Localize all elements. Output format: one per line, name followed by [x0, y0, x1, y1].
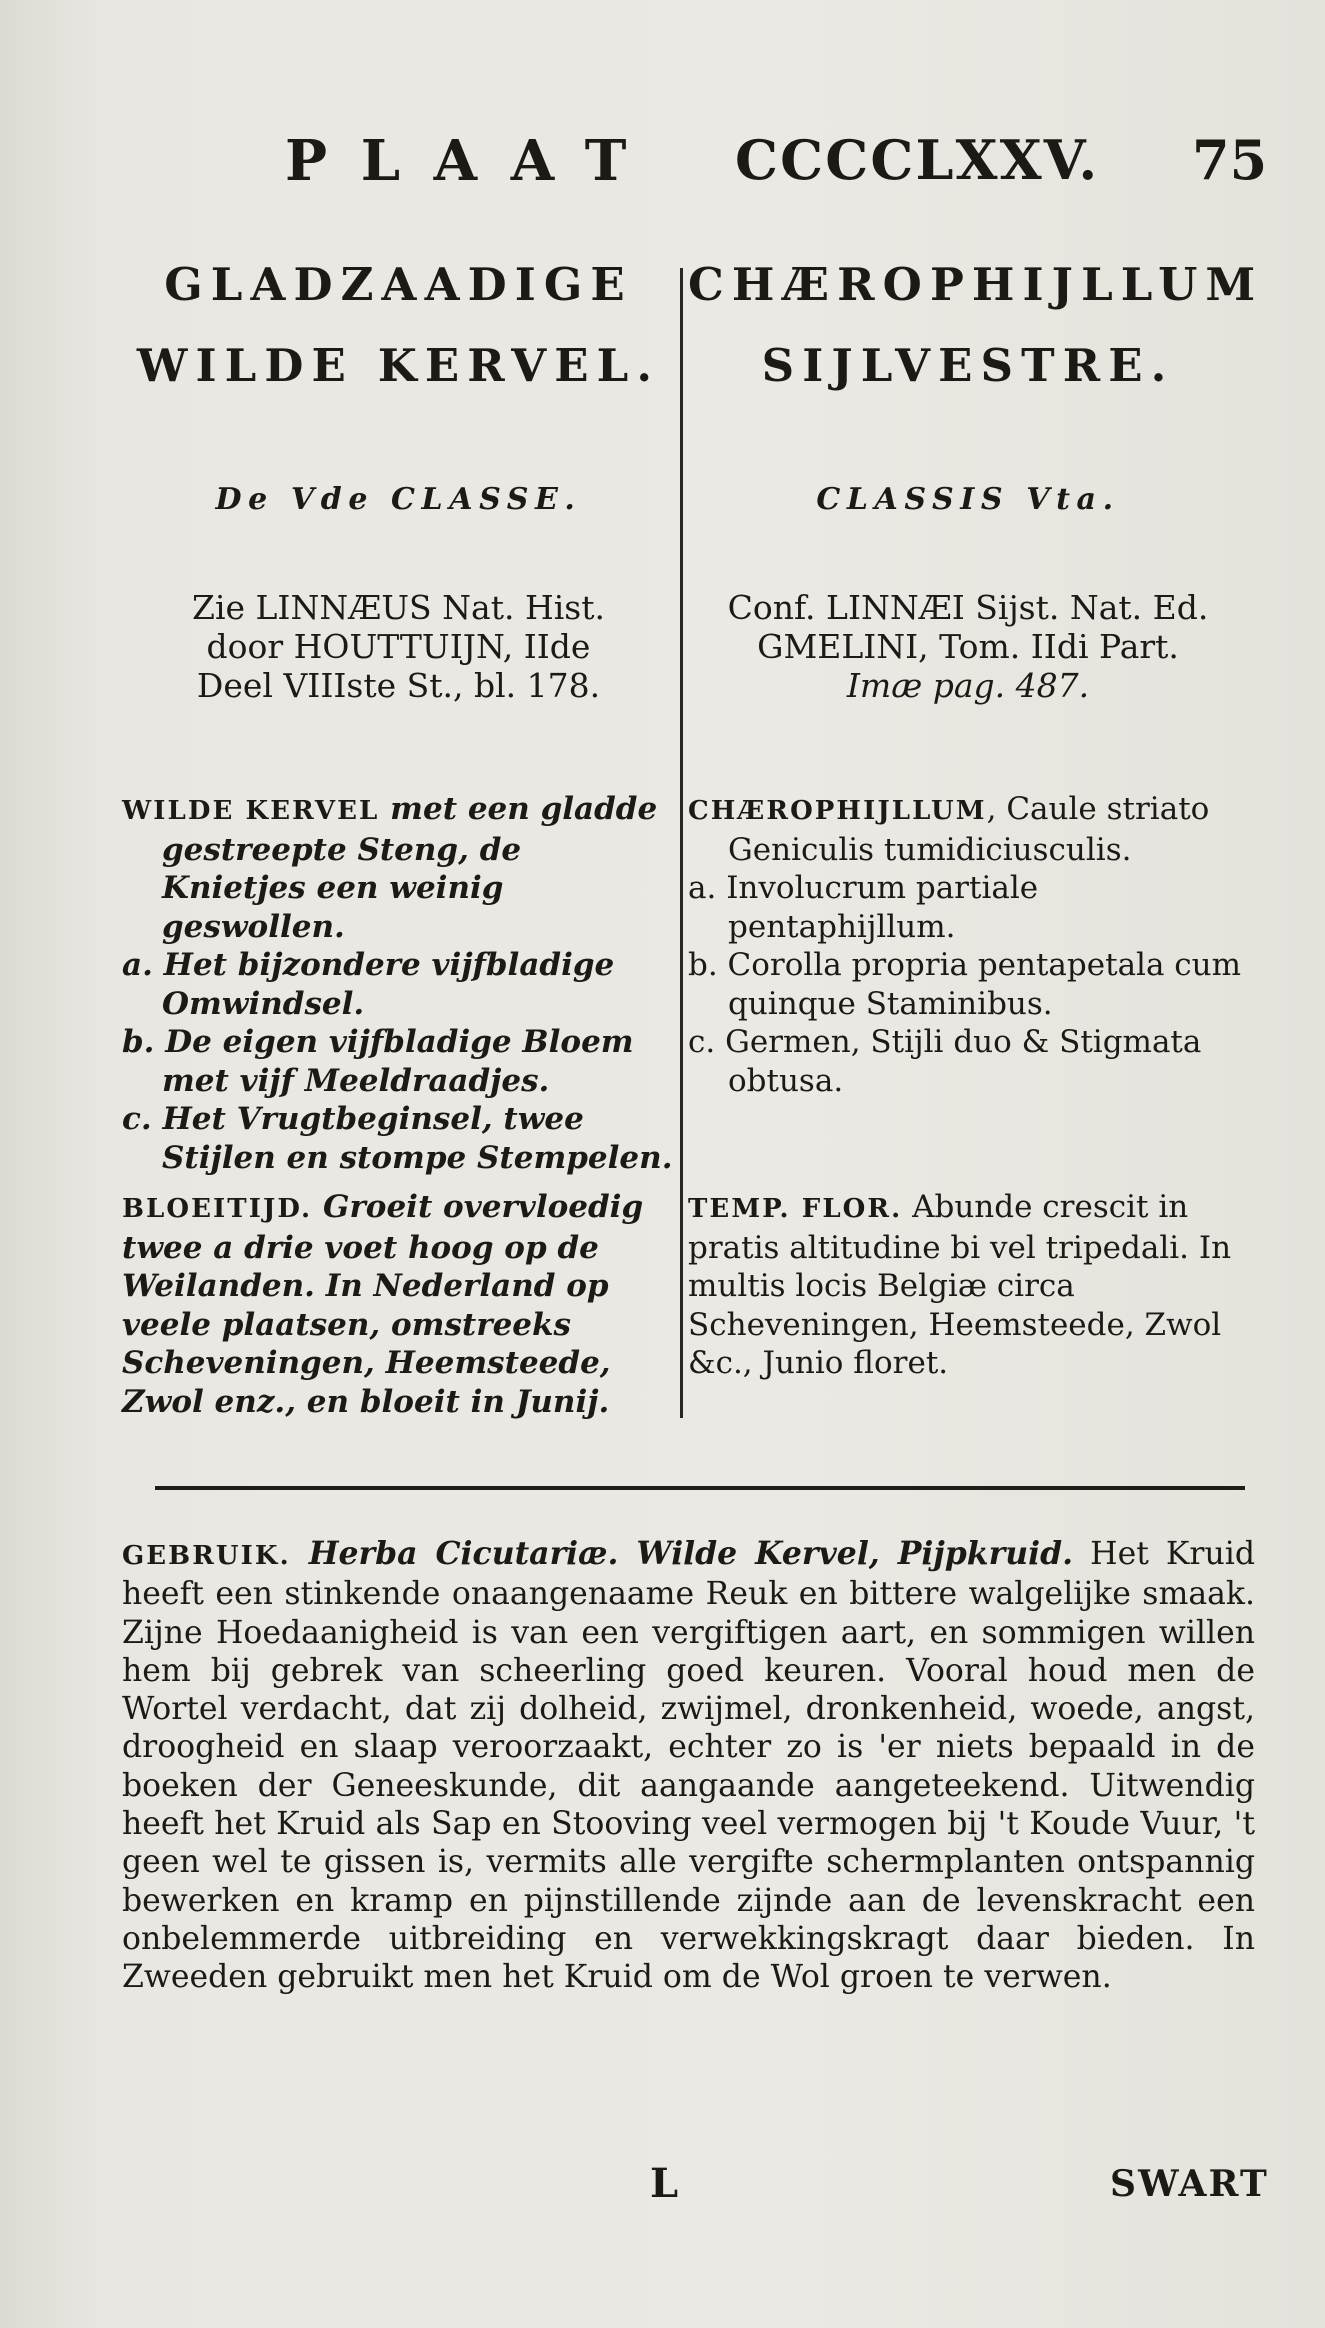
right-temp-flor [688, 1188, 1248, 1383]
right-item-a: a. Involucrum partiale pentaphijllum. [688, 870, 1039, 945]
left-title-line2: WILDE KERVEL. [136, 339, 661, 392]
signature-mark: L [650, 2160, 679, 2207]
left-bloei-text: Groeit overvloedig twee a drie voet hoog op de Weilanden. In Nederland op veele plaatsen, omstreeks Scheveningen, Heemsteede, Zwol enz., en bloeit in Junij. [122, 1189, 644, 1420]
left-item-a: a. Het bijzondere vijfbladige Omwindsel. [122, 947, 615, 1022]
gebruik-label: GEBRUIK. [122, 1541, 291, 1571]
left-item-b: b. De eigen vijfbladige Bloem met vijf Meeldraadjes. [122, 1024, 634, 1099]
gebruik-paragraph [122, 1535, 1255, 1997]
right-item-c: c. Germen, Stijli duo & Stigmata obtusa. [688, 1024, 1202, 1099]
catchword: SWART [1110, 2163, 1269, 2205]
right-temp-label: TEMP. FLOR. [688, 1194, 903, 1224]
left-reference [122, 588, 675, 705]
gebruik-italic: Herba Cicutariæ. Wilde Kervel, Pijpkruid. [290, 1535, 1074, 1572]
left-ref-line1: Zie LINNÆUS Nat. Hist. [192, 588, 605, 627]
right-temp-text: Abunde crescit in pratis altitudine bi vel tripedali. In multis locis Belgiæ circa Scheveningen, Heemsteede, Zwol &c., Junio floret. [688, 1189, 1232, 1381]
right-reference [688, 588, 1248, 705]
column-divider [680, 268, 683, 1418]
right-desc-rest: , Caule striato Geniculis tumidiciusculis. [728, 791, 1210, 868]
right-classe: CLASSIS Vta. [816, 482, 1120, 517]
page-number: 75 [1192, 128, 1268, 192]
right-ref-line2: GMELINI, Tom. IIdi Part. [757, 627, 1179, 666]
left-ref-line2: door HOUTTUIJN, IIde [206, 627, 591, 666]
right-title-line2: SIJLVESTRE. [761, 339, 1175, 392]
left-bloei-label: BLOEITIJD. [122, 1194, 313, 1224]
left-desc-lead: WILDE KERVEL [122, 796, 380, 826]
left-desc-rest: met een gladde gestreepte Steng, de Knietjes een weinig geswollen. [162, 791, 658, 945]
right-description [688, 790, 1248, 1100]
right-title [688, 258, 1264, 392]
left-description [122, 790, 675, 1177]
left-item-c: c. Het Vrugtbeginsel, twee Stijlen en stompe Stempelen. [122, 1101, 673, 1176]
right-item-b: b. Corolla propria pentapetala cum quinque Staminibus. [688, 947, 1242, 1022]
page-header [0, 128, 1325, 198]
left-ref-line3: Deel VIIIste St., bl. 178. [196, 666, 601, 705]
gebruik-text: Het Kruid heeft een stinkende onaangenaame Reuk en bittere walgelijke smaak. Zijne Hoedaanigheid is van een vergiftigen aart, en sommigen willen hem bij gebrek van scheerling goed keuren. Vooral houd men de Wortel verdacht, dat zij dolheid, zwijmel, dronkenheid, woede, angst, droogheid en slaap veroorzaakt, echter zo is 'er niets bepaald in de boeken der Geneeskunde, dit aangaande aangeteekend. Uitwendig heeft het Kruid als Sap en Stooving veel vermogen bij 't Koude Vuur, 't geen wel te gissen is, vermits alle vergifte schermplanten ontspannig bewerken en kramp en pijnstillende zijnde aan de levenskracht een onbelemmerde uitbreiding en verwekkingskragt daar bieden. In Zweeden gebruikt men het Kruid om de Wol groen te verwen. [122, 1536, 1255, 1996]
right-title-line1: CHÆROPHIJLLUM [688, 258, 1264, 311]
left-title [122, 258, 675, 392]
right-ref-line3: Imæ pag. 487. [846, 666, 1090, 705]
left-bloeitijd [122, 1188, 675, 1421]
horizontal-rule [155, 1486, 1245, 1490]
right-desc-lead: CHÆROPHIJLLUM [688, 796, 987, 826]
right-ref-line1: Conf. LINNÆI Sijst. Nat. Ed. [727, 588, 1209, 627]
left-title-line1: GLADZAADIGE [164, 258, 633, 311]
plate-label: PLAAT [285, 128, 660, 194]
plate-number: CCCCLXXV. [735, 128, 1100, 192]
left-classe: De Vde CLASSE. [215, 482, 582, 517]
